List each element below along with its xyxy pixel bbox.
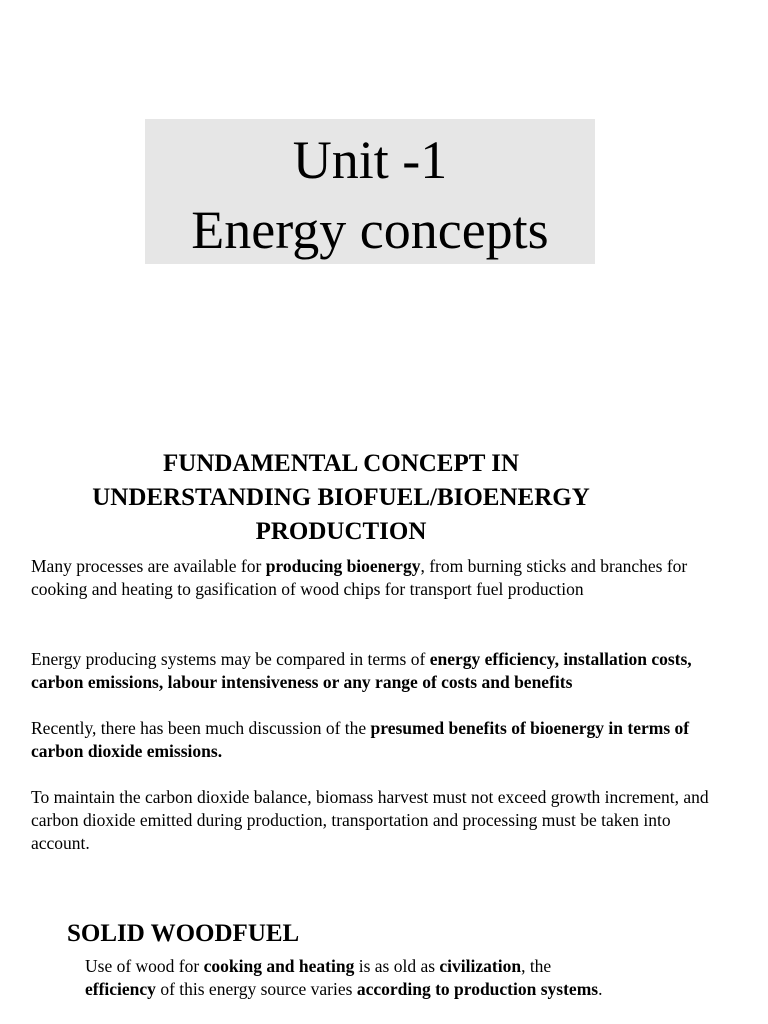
paragraph-carbon-benefits <box>31 717 721 763</box>
paragraph-text: To maintain the carbon dioxide balance, biomass harvest must not exceed growth increment, and carbon dioxide emitted during production, transportation and processing must be taken into account. <box>31 787 709 853</box>
paragraph-text: of this energy source varies <box>155 979 357 999</box>
section-heading-line-1: FUNDAMENTAL CONCEPT IN <box>162 450 520 477</box>
subsection-heading: SOLID WOODFUEL <box>67 920 300 947</box>
paragraph-solid-woodfuel <box>85 955 605 1001</box>
paragraph-text: . <box>598 979 603 999</box>
paragraph-carbon-balance <box>31 786 721 855</box>
paragraph-energy-systems <box>31 648 721 694</box>
section-heading-line-2: UNDERSTANDING BIOFUEL/BIOENERGY <box>92 484 590 511</box>
paragraph-producing-bioenergy <box>31 555 721 601</box>
title-box <box>145 119 595 264</box>
paragraph-bold-text: efficiency <box>85 979 156 999</box>
paragraph-text: , the <box>521 956 552 976</box>
paragraph-text: Use of wood for <box>85 956 204 976</box>
paragraph-bold-text: according to production systems <box>356 979 599 999</box>
paragraph-bold-text: civilization <box>439 956 522 976</box>
paragraph-text: is as old as <box>354 956 440 976</box>
paragraph-text: , from burning sticks and branches for cooking and heating to gasification of wood chips for transport fuel production <box>31 556 688 599</box>
unit-subtitle: Energy concepts <box>191 200 549 260</box>
section-heading-line-3: PRODUCTION <box>255 518 427 545</box>
paragraph-text: Energy producing systems may be compared in terms of <box>31 649 430 669</box>
paragraph-bold-text: energy efficiency, installation costs, carbon emissions, labour intensiveness or any range of costs and benefits <box>31 649 692 692</box>
paragraph-bold-text: producing bioenergy <box>265 556 421 576</box>
section-heading <box>30 447 652 549</box>
paragraph-text: Recently, there has been much discussion of the <box>31 718 371 738</box>
paragraph-text: Many processes are available for <box>31 556 266 576</box>
paragraph-bold-text: cooking and heating <box>203 956 355 976</box>
paragraph-bold-text: presumed benefits of bioenergy in terms of carbon dioxide emissions. <box>31 718 690 761</box>
unit-title: Unit -1 <box>292 130 448 190</box>
